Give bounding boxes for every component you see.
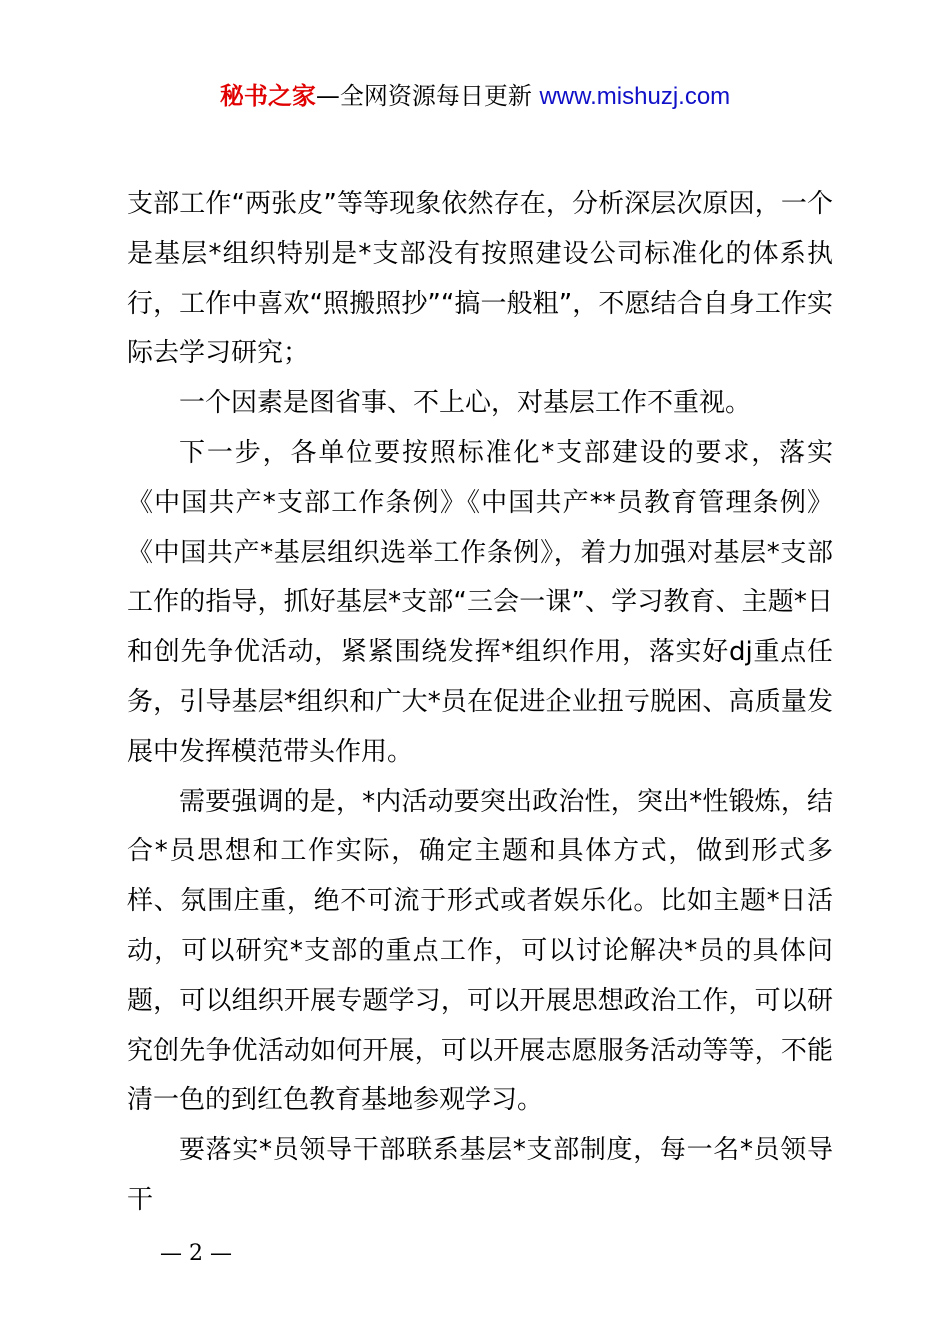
paragraph: 需要强调的是，*内活动要突出政治性，突出*性锻炼，结合*员思想和工作实际，确定主题和具体方式，做到形式多样、氛围庄重，绝不可流于形式或者娱乐化。比如主题*日活动，可以研究*支部的重点工作，可以讨论解决*员的具体问题，可以组织开展专题学习，可以开展思想政治工作，可以研究创先争优活动如何开展，可以开展志愿服务活动等等，不能清一色的到红色教育基地参观学习。 [127,786,833,1116]
paragraph: 要落实*员领导干部联系基层*支部制度，每一名*员领导干 [127,1135,833,1215]
paragraph: 下一步，各单位要按照标准化*支部建设的要求，落实《中国共产*支部工作条例》《中国共产**员教育管理条例》《中国共产*基层组织选举工作条例》，着力加强对基层*支部工作的指导，抓好基层*支部“三会一课”、学习教育、主题*日和创先争优活动，紧紧围绕发挥*组织作用，落实好dj重点任务，引导基层*组织和广大*员在促进企业扭亏脱困、高质量发展中发挥模范带头作用。 [127,437,833,767]
site-tagline: —全网资源每日更新 [315,82,540,110]
paragraph: 支部工作“两张皮”等等现象依然存在，分析深层次原因，一个是基层*组织特别是*支部没有按照建设公司标准化的体系执行，工作中喜欢“照搬照抄”“搞一般粗”，不愿结合自身工作实际去学习研究； [127,189,833,369]
page-number: — 2 — [160,1241,232,1266]
site-header [0,80,950,113]
site-url-link[interactable]: www.mishuzj.com [539,83,731,110]
site-brand: 秘书之家 [219,82,316,110]
paragraph: 一个因素是图省事、不上心，对基层工作不重视。 [179,388,752,419]
document-body [127,180,833,1226]
